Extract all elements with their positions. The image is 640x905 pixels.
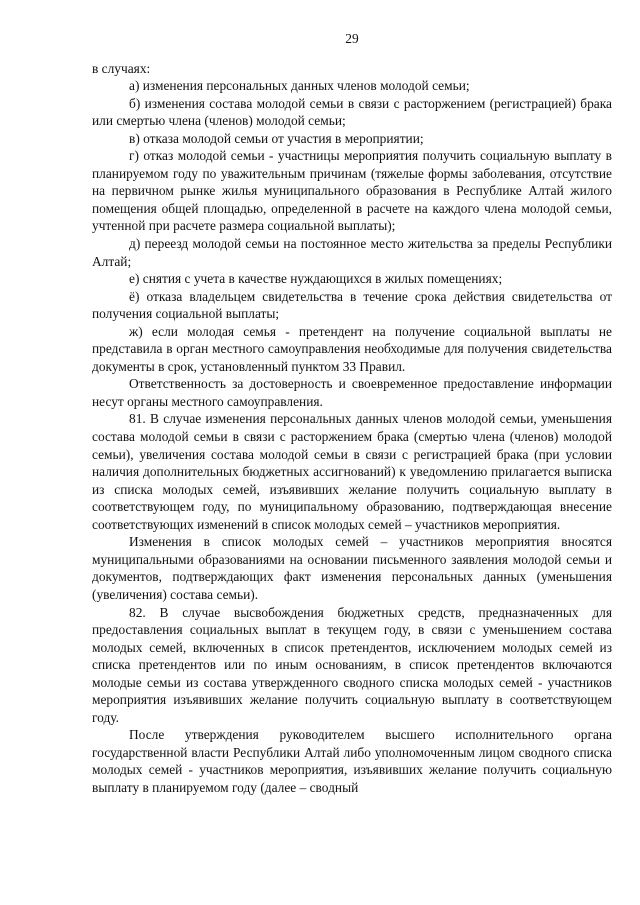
paragraph: После утверждения руководителем высшего исполнительного органа государственной власти Республики Алтай либо уполномоченным лицом сводного списка молодых семей - участников мероприятия, изъявивших желание получить социальную выплату в планируемом году (далее – сводный bbox=[92, 727, 612, 795]
paragraph: Ответственность за достоверность и своевременное предоставление информации несут органы местного самоуправления. bbox=[92, 376, 612, 409]
paragraph: г) отказ молодой семьи - участницы мероприятия получить социальную выплату в планируемом году по уважительным причинам (тяжелые формы заболевания, отсутствие на первичном рынке жилья муниципального образования в Республике Алтай жилого помещения общей площадью, определенной в расчете на каждого члена молодой семьи, учтенной при расчете размера социальной выплаты); bbox=[92, 148, 612, 234]
paragraph: ж) если молодая семья - претендент на получение социальной выплаты не представила в орган местного самоуправления необходимые для получения свидетельства документы в срок, установленный пунктом 33 Правил. bbox=[92, 323, 612, 374]
paragraph: Изменения в список молодых семей – участников мероприятия вносятся муниципальными образованиями на основании письменного заявления молодой семьи и документов, подтверждающих факт изменения персональных данных (уменьшения (увеличения) состава семьи). bbox=[92, 534, 612, 602]
paragraph: а) изменения персональных данных членов молодой семьи; bbox=[129, 78, 470, 94]
paragraph: 81. В случае изменения персональных данных членов молодой семьи, уменьшения состава молодой семьи в связи с расторжением брака (смертью члена (членов) молодой семьи), увеличения состава молодой семьи в связи с регистрацией брака (при условии наличия дополнительных бюджетных ассигнований) к уведомлению прилагается выписка из списка молодых семей, изъявивших желание получить социальную выплату в соответствующем году, по муниципальному образованию, подтверждающая внесение соответствующих изменений в список молодых семей – участников мероприятия. bbox=[92, 411, 612, 532]
paragraph: в случаях: bbox=[92, 60, 151, 76]
paragraph: ё) отказа владельцем свидетельства в течение срока действия свидетельства от получения социальной выплаты; bbox=[92, 288, 612, 322]
document-body bbox=[92, 60, 612, 797]
paragraph: б) изменения состава молодой семьи в связи с расторжением (регистрацией) брака или смертью члена (членов) молодой семьи; bbox=[92, 95, 612, 129]
page-number: 29 bbox=[345, 31, 359, 46]
paragraph: д) переезд молодой семьи на постоянное место жительства за пределы Республики Алтай; bbox=[92, 236, 612, 269]
paragraph: 82. В случае высвобождения бюджетных средств, предназначенных для предоставления социальных выплат в текущем году, в связи с уменьшением состава молодых семей, включенных в список претендентов, исключением молодых семей из списка претендентов или по иным основаниям, в список претендентов включаются молодые семьи из состава утвержденного сводного списка молодых семей - участников мероприятия изъявивших желание получить социальную выплату в соответствующем году. bbox=[92, 604, 612, 725]
paragraph: в) отказа молодой семьи от участия в мероприятии; bbox=[129, 130, 424, 146]
paragraph: е) снятия с учета в качестве нуждающихся в жилых помещениях; bbox=[129, 271, 503, 287]
